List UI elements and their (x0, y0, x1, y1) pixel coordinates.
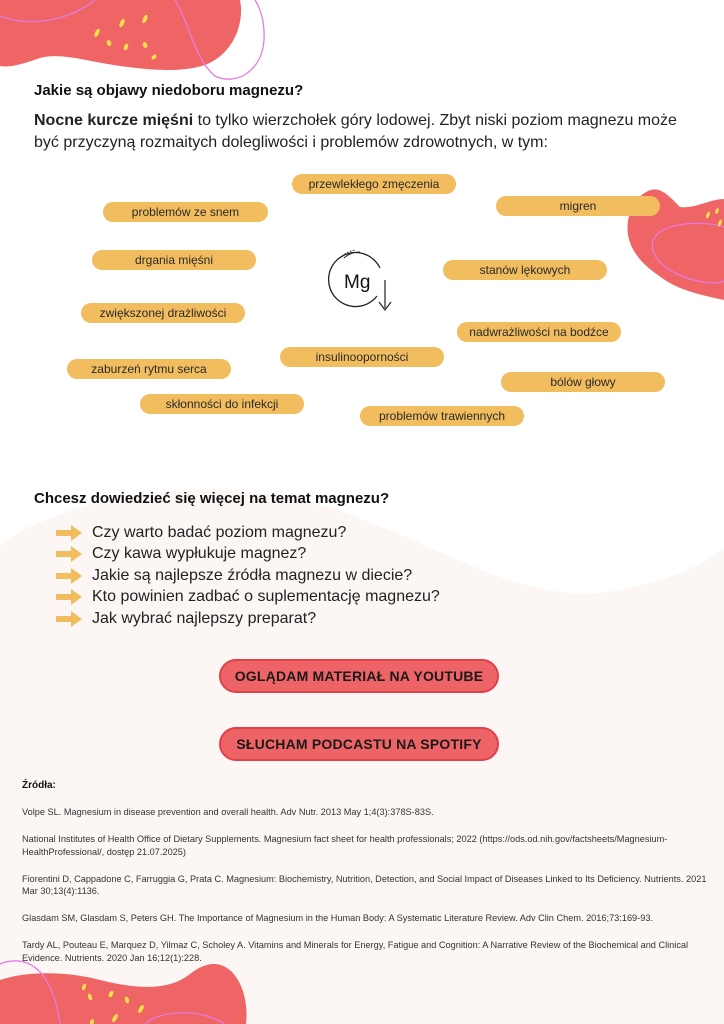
decorative-blob-top-left (0, 0, 270, 90)
symptom-pill: bólów głowy (501, 372, 665, 392)
symptoms-intro (34, 110, 704, 154)
symptom-pill: drgania mięśni (92, 250, 256, 270)
arrow-right-icon (56, 589, 82, 605)
symptoms-heading: Jakie są objawy niedoboru magnezu? (34, 82, 304, 99)
topic-text: Kto powinien zadbać o suplementację magnezu? (92, 588, 440, 606)
source-item: Volpe SL. Magnesium in disease prevention and overall health. Adv Nutr. 2013 May 1;4(3):378S-83S. (22, 807, 434, 817)
symptom-pill: problemów trawiennych (360, 406, 524, 426)
topic-item (56, 544, 440, 566)
symptom-pill: skłonności do infekcji (140, 394, 304, 414)
spotify-button[interactable]: SŁUCHAM PODCASTU NA SPOTIFY (219, 727, 499, 761)
topic-item (56, 608, 440, 630)
topic-text: Czy kawa wypłukuje magnez? (92, 545, 307, 563)
symptom-pill: problemów ze snem (103, 202, 268, 222)
symptom-pill: insulinooporności (280, 347, 444, 367)
topics-list (56, 522, 440, 630)
arrow-right-icon (56, 568, 82, 584)
source-item: Tardy AL, Pouteau E, Marquez D, Yilmaz C, Scholey A. Vitamins and Minerals for Energy, Fatigue and Cognition: A Narrative Review of the Biochemical and Clinical Evidence. Nutrients. 2020 Jan 16;12(1):228. (22, 940, 689, 963)
topic-text: Czy warto badać poziom magnezu? (92, 523, 347, 541)
source-item: Fiorentini D, Cappadone C, Farruggia G, Prata C. Magnesium: Biochemistry, Nutrition, Detection, and Social Impact of Diseases Linked to Its Deficiency. Nutrients. 2021 Mar 30;13(4):1136. (22, 873, 707, 896)
learn-more-heading: Chcesz dowiedzieć się więcej na temat magnezu? (34, 490, 390, 507)
svg-text:Mg: Mg (344, 272, 371, 293)
arrow-right-icon (56, 611, 82, 627)
magnesium-decrease-icon (322, 244, 398, 320)
symptom-pill: zwiększonej drażliwości (81, 303, 245, 323)
symptom-pill: migren (496, 196, 660, 216)
intro-bold-text: Nocne kurcze mięśni (34, 112, 194, 129)
symptom-pill: zaburzeń rytmu serca (67, 359, 231, 379)
sources-list (22, 806, 712, 979)
topic-item (56, 587, 440, 609)
symptom-pill: stanów lękowych (443, 260, 607, 280)
intro-text: to tylko wierzchołek góry lodowej. Zbyt niski poziom magnezu może być przyczyną rozmaitych dolegliwości i problemów zdrowotnych, w tym: (34, 112, 677, 151)
youtube-button[interactable]: OGLĄDAM MATERIAŁ NA YOUTUBE (219, 659, 499, 693)
topic-item (56, 522, 440, 544)
symptom-pill: nadwrażliwości na bodźce (457, 322, 621, 342)
sources-title: Źródła: (22, 780, 56, 791)
source-item: National Institutes of Health Office of Dietary Supplements. Magnesium fact sheet for health professionals; 2022 (https://ods.od.nih.gov/factsheets/Magnesium-HealthProfessional/, dostęp 21.07.2025) (22, 834, 668, 857)
arrow-right-icon (56, 546, 82, 562)
topic-text: Jakie są najlepsze źródła magnezu w diecie? (92, 566, 413, 584)
topic-item (56, 565, 440, 587)
topic-text: Jak wybrać najlepszy preparat? (92, 609, 317, 627)
symptom-pill: przewlekłego zmęczenia (292, 174, 456, 194)
arrow-right-icon (56, 525, 82, 541)
source-item: Glasdam SM, Glasdam S, Peters GH. The Importance of Magnesium in the Human Body: A Systematic Literature Review. Adv Clin Chem. 2016;73:169-93. (22, 913, 654, 923)
